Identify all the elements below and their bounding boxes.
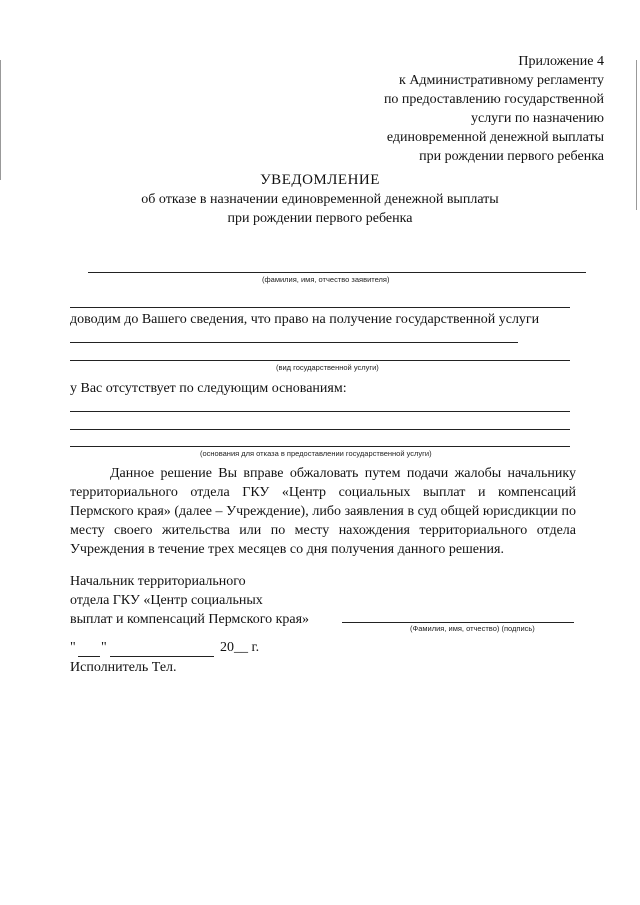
appendix-line: Приложение 4	[518, 54, 604, 69]
notice-subtitle-line: при рождении первого ребенка	[227, 211, 413, 226]
date-day-field[interactable]	[78, 656, 100, 657]
signature-line: Начальник территориального	[70, 574, 246, 589]
appendix-line: единовременной денежной выплаты	[386, 130, 604, 145]
service-field-2[interactable]	[70, 360, 570, 361]
appendix-line: по предоставлению государственной	[383, 92, 604, 107]
date-year: 20__ г.	[220, 640, 260, 655]
signature-caption: (Фамилия, имя, отчество) (подпись)	[410, 624, 535, 633]
appeal-paragraph	[70, 464, 576, 559]
signature-block	[70, 572, 309, 629]
appendix-line: услуги по назначению	[470, 111, 604, 126]
grounds-field-3[interactable]	[70, 446, 570, 447]
service-caption: (вид государственной услуги)	[276, 363, 379, 372]
date-month-field[interactable]	[110, 656, 214, 657]
date-quote-open: "	[70, 640, 76, 655]
signature-line: выплат и компенсаций Пермского края»	[70, 612, 310, 627]
appeal-text: Данное решение Вы вправе обжаловать путем подачи жалобы начальнику территориального отдела ГКУ «Центр социальных выплат и компенсаций Пермского края» (далее – Учреждение), либо заявления в суд общей юрисдикции по месту своего жительства или по месту нахождения территориального отдела Учреждения в течение трех месяцев со дня получения данного решения.	[70, 466, 576, 557]
grounds-field-1[interactable]	[70, 411, 570, 412]
notice-subtitle-line: об отказе в назначении единовременной денежной выплаты	[141, 192, 499, 207]
executor-phone: Исполнитель Тел.	[70, 660, 177, 675]
applicant-extra-field[interactable]	[70, 307, 570, 308]
grounds-caption: (основания для отказа в предоставлении государственной услуги)	[200, 449, 432, 458]
appendix-line: к Административному регламенту	[399, 73, 604, 88]
appendix-line: при рождении первого ребенка	[419, 149, 604, 164]
signature-line: отдела ГКУ «Центр социальных	[70, 593, 263, 608]
grounds-field-2[interactable]	[70, 429, 570, 430]
appendix-header	[384, 52, 604, 166]
applicant-caption: (фамилия, имя, отчество заявителя)	[262, 275, 390, 284]
scan-edge-mark	[0, 60, 1, 180]
applicant-name-field[interactable]	[88, 272, 586, 273]
service-field-1[interactable]	[70, 342, 518, 343]
absent-text: у Вас отсутствует по следующим основаниям:	[70, 381, 347, 396]
notice-subtitle	[0, 190, 640, 228]
notice-title: УВЕДОМЛЕНИЕ	[260, 172, 380, 188]
signature-field[interactable]	[342, 622, 574, 623]
inform-text: доводим до Вашего сведения, что право на получение государственной услуги	[70, 312, 540, 327]
date-quote-close: "	[101, 640, 107, 655]
